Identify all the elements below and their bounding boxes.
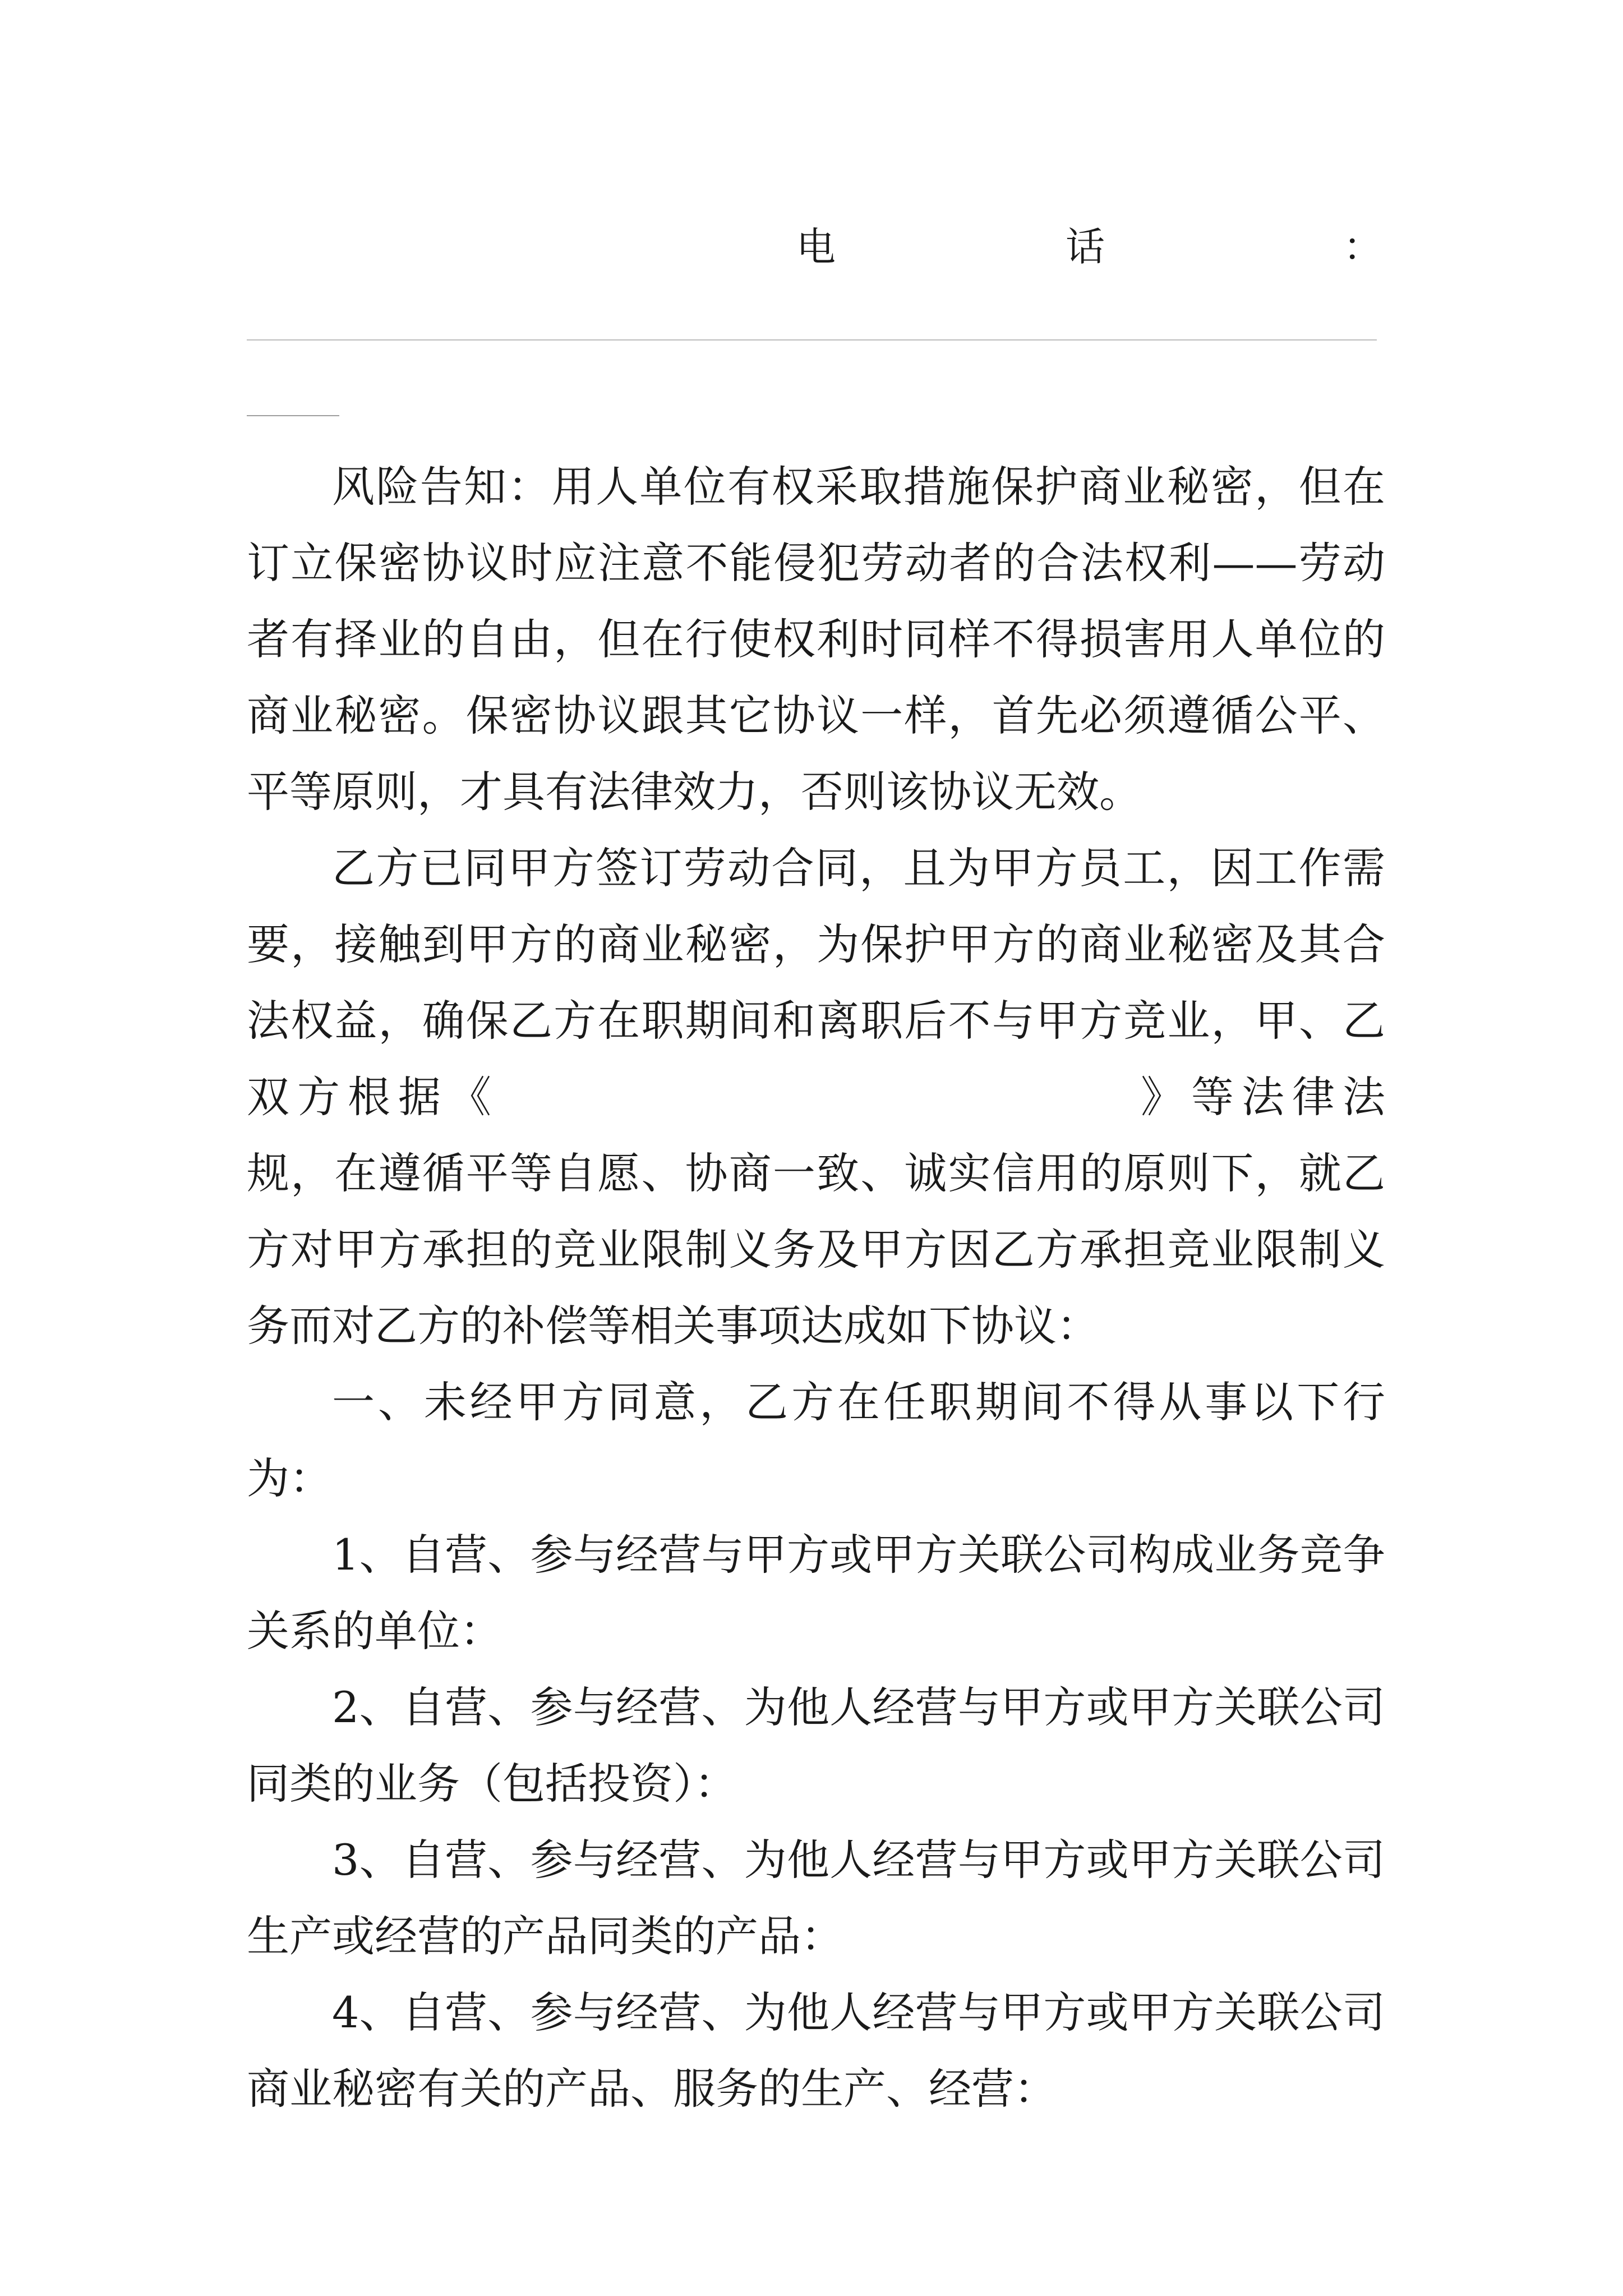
agreement-body [247,449,1385,2127]
intro-paragraph [247,830,1385,1364]
phone-label-char-2: 话 [1066,224,1105,270]
clause-1-item-4: 4、自营、参与经营、为他人经营与甲方或甲方关联公司商业秘密有关的产品、服务的生产、经营： [247,1987,1385,2114]
phone-fill-line [247,339,1377,341]
phone-label-char-1: 电 [796,224,836,270]
clause-1-item-1: 1、自营、参与经营与甲方或甲方关联公司构成业务竞争关系的单位： [247,1530,1385,1656]
phone-field-label [796,216,1380,278]
clause-1-item-2: 2、自营、参与经营、为他人经营与甲方或甲方关联公司同类的业务（包括投资）： [247,1682,1385,1809]
phone-fill-line-continuation [247,415,339,416]
intro-text-after-blank: 》等法律法规，在遵循平等自愿、协商一致、诚实信用的原则下，就乙方对甲方承担的竞业限制义务及甲方因乙方承担竞业限制义务而对乙方的补偿等相关事项达成如下协议： [247,1072,1385,1351]
intro-text-before-blank: 乙方已同甲方签订劳动合同，且为甲方员工，因工作需要，接触到甲方的商业秘密，为保护甲方的商业秘密及其合法权益，确保乙方在职期间和离职后不与甲方竞业，甲、乙双方根据《 [247,843,1385,1122]
risk-notice-paragraph: 风险告知：用人单位有权采取措施保护商业秘密，但在订立保密协议时应注意不能侵犯劳动者的合法权利——劳动者有择业的自由，但在行使权利时同样不得损害用人单位的商业秘密。保密协议跟其它协议一样，首先必须遵循公平、平等原则，才具有法律效力，否则该协议无效。 [247,462,1385,817]
phone-label-colon: ： [1343,224,1382,270]
clause-1-item-3: 3、自营、参与经营、为他人经营与甲方或甲方关联公司生产或经营的产品同类的产品： [247,1835,1385,1961]
clause-1-heading: 一、未经甲方同意，乙方在任职期间不得从事以下行为： [247,1377,1385,1503]
